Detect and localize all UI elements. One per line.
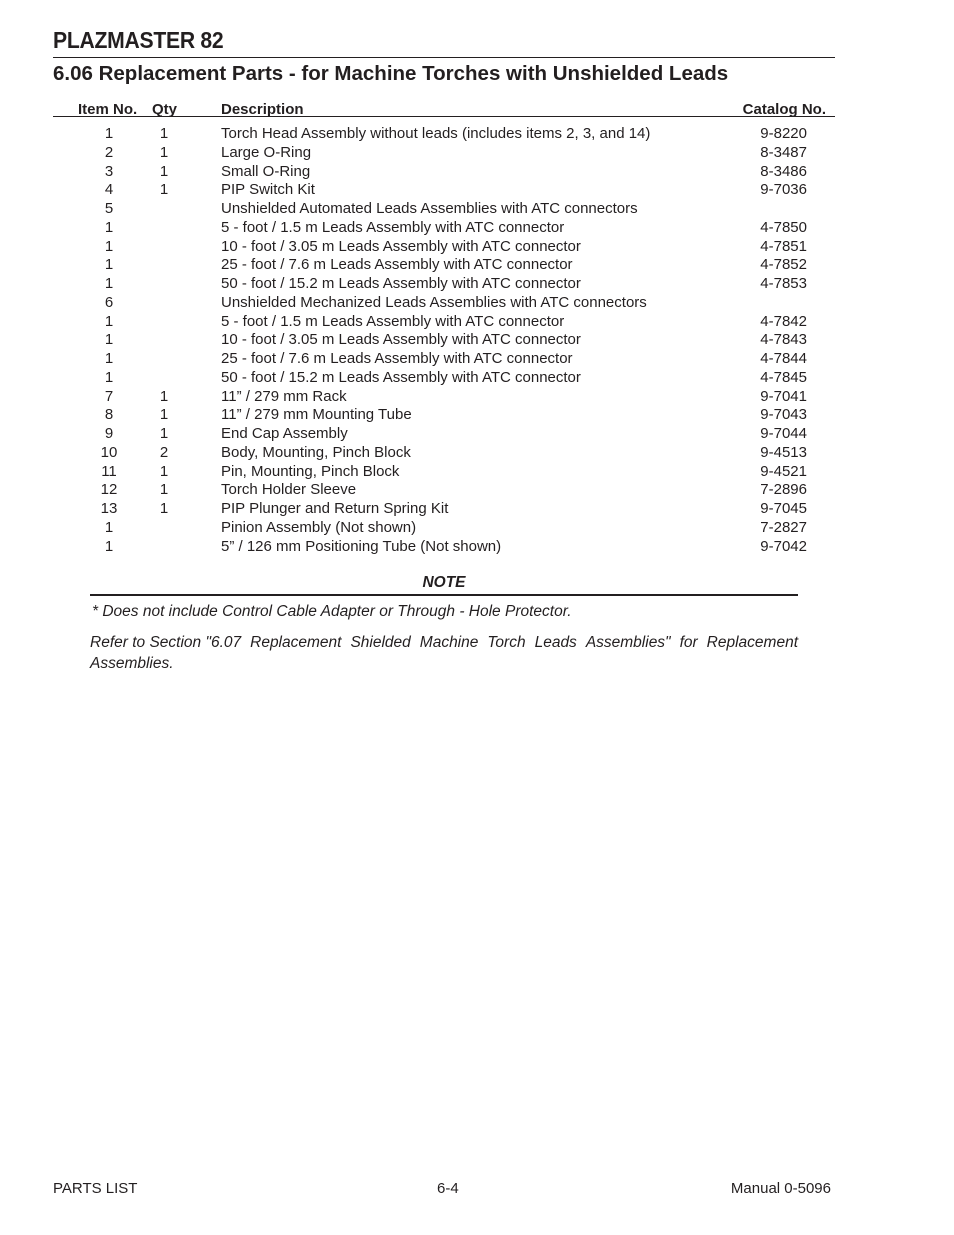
item-number: 1 <box>104 218 114 236</box>
item-number: 1 <box>104 237 114 255</box>
note-ref-end: Assemblies. <box>90 655 174 672</box>
catalog-number: 8-3486 <box>760 162 807 180</box>
quantity: 2 <box>159 443 169 461</box>
footer-section: PARTS LIST <box>53 1180 138 1197</box>
table-row <box>0 144 954 163</box>
note-line: * Does not include Control Cable Adapter or Through - Hole Protector. <box>92 603 572 620</box>
table-row <box>0 125 954 144</box>
quantity: 1 <box>159 162 169 180</box>
table-row <box>0 538 954 557</box>
description: 11” / 279 mm Rack <box>221 387 347 405</box>
catalog-number: 4-7853 <box>760 275 807 292</box>
description: 25 - foot / 7.6 m Leads Assembly with ATC connector <box>221 256 573 274</box>
description: Small O-Ring <box>221 162 311 180</box>
col-header-item: Item No. <box>78 101 138 118</box>
table-row <box>0 331 954 350</box>
note-reference <box>90 632 798 674</box>
table-row <box>0 444 954 463</box>
quantity: 1 <box>159 143 169 161</box>
quantity: 1 <box>159 481 169 499</box>
table-row <box>0 200 954 219</box>
description: End Cap Assembly <box>221 425 348 442</box>
catalog-number: 9-8220 <box>760 125 807 142</box>
item-number: 9 <box>104 425 114 442</box>
note-ref-word: for <box>679 634 698 651</box>
table-row <box>0 256 954 275</box>
item-number: 4 <box>104 181 114 199</box>
item-number: 2 <box>104 143 114 161</box>
item-number: 13 <box>100 500 118 517</box>
catalog-number: 4-7852 <box>760 256 807 274</box>
description: Unshielded Mechanized Leads Assemblies with ATC connectors <box>221 293 647 311</box>
col-header-description: Description <box>221 101 304 118</box>
description: 5 - foot / 1.5 m Leads Assembly with ATC connector <box>221 218 565 236</box>
item-number: 1 <box>104 275 114 292</box>
item-number: 1 <box>104 537 114 555</box>
item-number: 1 <box>104 350 114 367</box>
description: 5 - foot / 1.5 m Leads Assembly with ATC connector <box>221 312 565 330</box>
description: 10 - foot / 3.05 m Leads Assembly with ATC connector <box>221 331 581 349</box>
note-ref-word: Assemblies" <box>585 634 671 651</box>
table-row <box>0 500 954 519</box>
section-title: 6.06 Replacement Parts - for Machine Torches with Unshielded Leads <box>53 62 729 85</box>
description: 11” / 279 mm Mounting Tube <box>221 406 412 424</box>
table-row <box>0 369 954 388</box>
item-number: 11 <box>101 462 117 480</box>
item-number: 1 <box>104 312 114 330</box>
catalog-number: 4-7844 <box>760 350 807 367</box>
table-row <box>0 519 954 538</box>
note-ref-word: Torch <box>487 634 526 651</box>
note-ref-word: Shielded <box>350 634 411 651</box>
table-row <box>0 463 954 482</box>
item-number: 5 <box>104 200 114 217</box>
table-row <box>0 481 954 500</box>
catalog-number: 9-7036 <box>760 181 807 199</box>
note-ref-word: Refer to Section "6.07 <box>90 634 242 651</box>
description: Large O-Ring <box>221 143 312 161</box>
description: Unshielded Automated Leads Assemblies with ATC connectors <box>221 200 638 217</box>
description: PIP Switch Kit <box>221 181 315 199</box>
table-row <box>0 219 954 238</box>
quantity: 1 <box>159 462 169 480</box>
quantity: 1 <box>159 181 169 199</box>
footer-page-number: 6-4 <box>437 1180 459 1197</box>
table-row <box>0 163 954 182</box>
description: Pin, Mounting, Pinch Block <box>221 462 400 480</box>
item-number: 7 <box>104 387 114 405</box>
item-number: 1 <box>104 368 114 386</box>
note-rule <box>90 594 798 596</box>
description: Torch Head Assembly without leads (includes items 2, 3, and 14) <box>221 125 651 142</box>
quantity: 1 <box>159 125 169 142</box>
table-row <box>0 181 954 200</box>
table-row <box>0 406 954 425</box>
item-number: 1 <box>104 518 114 536</box>
footer-manual-number: Manual 0-5096 <box>730 1180 831 1197</box>
col-header-catalog: Catalog No. <box>742 101 826 118</box>
catalog-number: 4-7842 <box>760 312 807 330</box>
catalog-number: 9-7044 <box>760 425 807 442</box>
catalog-number: 9-7042 <box>760 537 807 555</box>
table-row <box>0 350 954 369</box>
item-number: 12 <box>100 481 118 499</box>
note-ref-word: Leads <box>534 634 577 651</box>
note-ref-word: Replacement <box>706 634 798 651</box>
catalog-number: 9-4513 <box>760 443 807 461</box>
table-row <box>0 313 954 332</box>
catalog-number: 4-7845 <box>760 368 807 386</box>
table-row <box>0 388 954 407</box>
table-row <box>0 425 954 444</box>
quantity: 1 <box>159 425 169 442</box>
table-row <box>0 275 954 294</box>
note-ref-word: Replacement <box>250 634 342 651</box>
description: Pinion Assembly (Not shown) <box>221 518 417 536</box>
description: Body, Mounting, Pinch Block <box>221 443 411 461</box>
description: 50 - foot / 15.2 m Leads Assembly with ATC connector <box>221 275 581 292</box>
quantity: 1 <box>159 500 169 517</box>
header-rule <box>53 57 835 58</box>
description: 5” / 126 mm Positioning Tube (Not shown) <box>221 537 502 555</box>
col-header-qty: Qty <box>152 101 178 118</box>
catalog-number: 9-4521 <box>760 462 807 480</box>
item-number: 3 <box>104 162 114 180</box>
description: PIP Plunger and Return Spring Kit <box>221 500 449 517</box>
catalog-number: 8-3487 <box>760 143 807 161</box>
catalog-number: 7-2896 <box>760 481 807 499</box>
item-number: 1 <box>104 331 114 349</box>
item-number: 10 <box>100 443 118 461</box>
catalog-number: 9-7045 <box>760 500 807 517</box>
catalog-number: 7-2827 <box>760 518 807 536</box>
item-number: 8 <box>104 406 114 424</box>
description: Torch Holder Sleeve <box>221 481 357 499</box>
description: 25 - foot / 7.6 m Leads Assembly with ATC connector <box>221 350 573 367</box>
item-number: 1 <box>104 256 114 274</box>
table-row <box>0 294 954 313</box>
product-title: PLAZMASTER 82 <box>53 27 224 53</box>
table-row <box>0 238 954 257</box>
catalog-number: 4-7851 <box>760 237 807 255</box>
note-ref-word: Machine <box>419 634 479 651</box>
item-number: 1 <box>104 125 114 142</box>
quantity: 1 <box>159 406 169 424</box>
quantity: 1 <box>159 387 169 405</box>
catalog-number: 4-7843 <box>760 331 807 349</box>
catalog-number: 4-7850 <box>760 218 807 236</box>
description: 10 - foot / 3.05 m Leads Assembly with ATC connector <box>221 237 581 255</box>
table-header-rule <box>53 116 835 117</box>
note-title: NOTE <box>422 574 466 591</box>
item-number: 6 <box>104 293 114 311</box>
catalog-number: 9-7041 <box>760 387 807 405</box>
description: 50 - foot / 15.2 m Leads Assembly with ATC connector <box>221 368 581 386</box>
parts-table <box>0 125 954 556</box>
catalog-number: 9-7043 <box>760 406 807 424</box>
